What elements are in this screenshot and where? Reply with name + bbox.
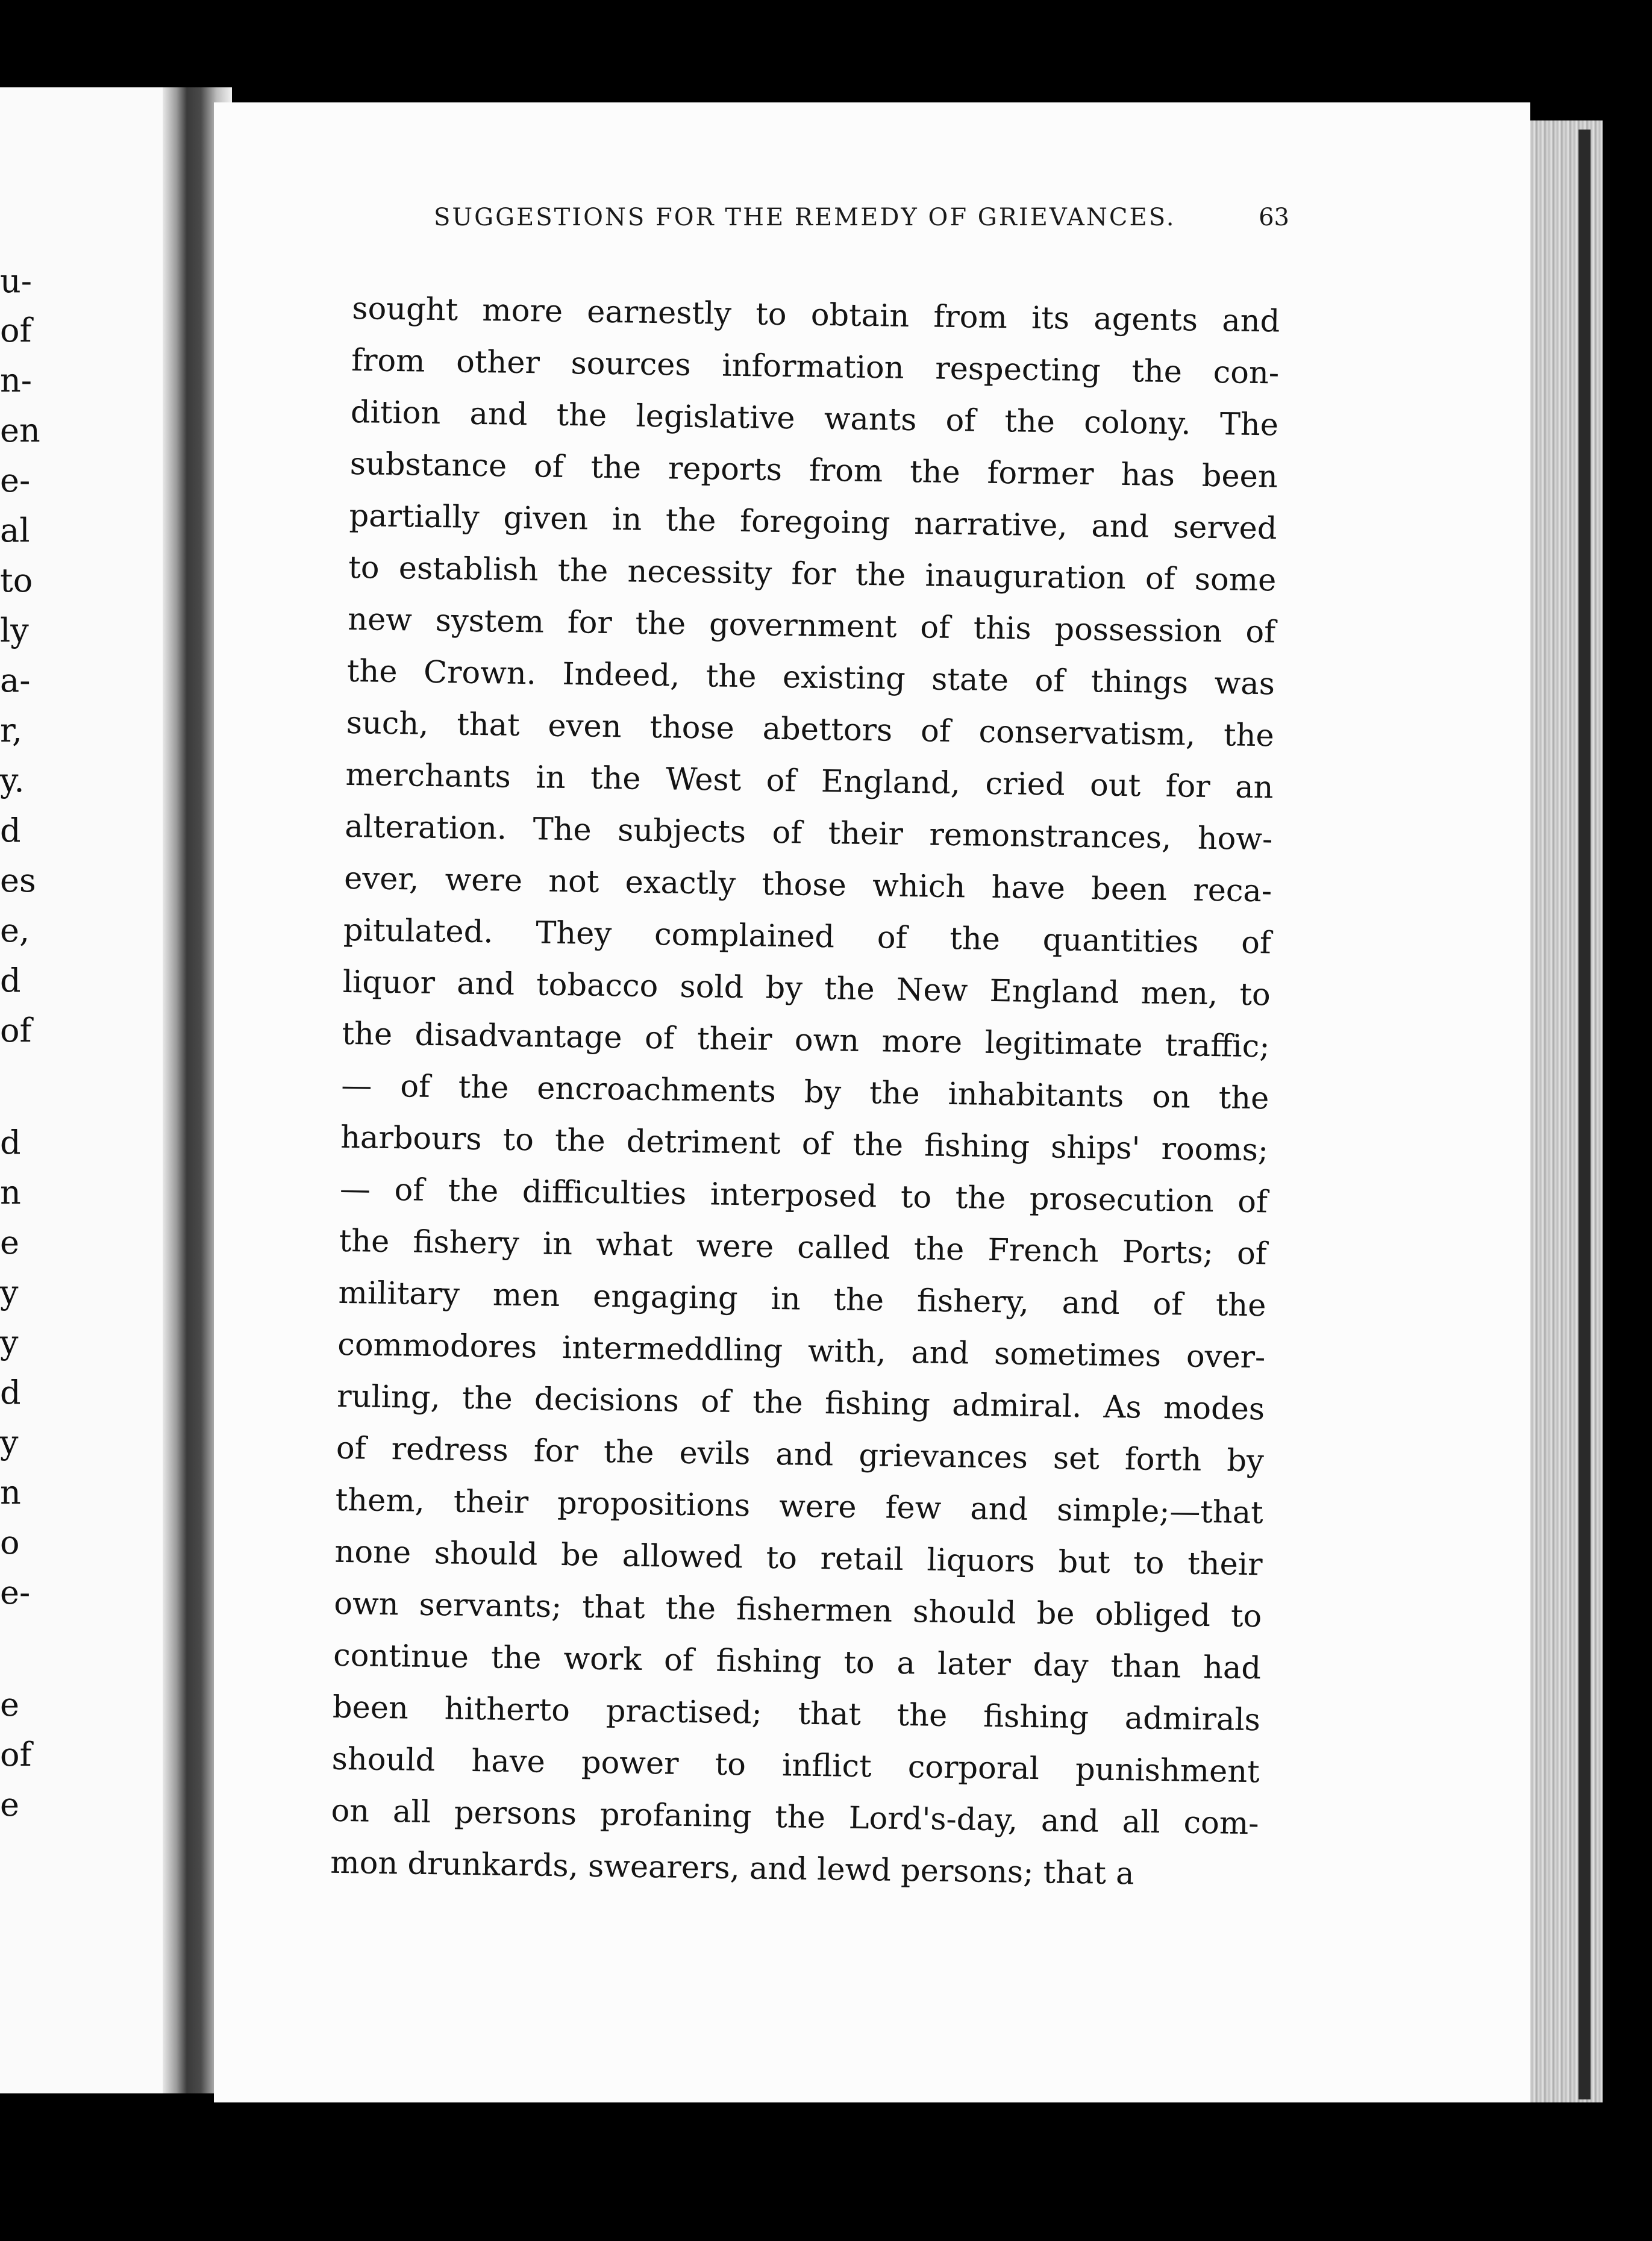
left-page-fragment: e- bbox=[0, 461, 31, 499]
left-page-fragment: to bbox=[0, 561, 33, 599]
text-line: ever, were not exactly those which have been reca- bbox=[343, 860, 1272, 910]
page-edge-shadow bbox=[1578, 130, 1591, 2099]
text-line: of redress for the evils and grievances set forth by bbox=[336, 1430, 1265, 1480]
text-line: to establish the necessity for the inauguration of some bbox=[348, 549, 1277, 599]
text-line: none should be allowed to retail liquors but to their bbox=[334, 1534, 1263, 1583]
text-line: on all persons profaning the Lord's-day, and all com- bbox=[331, 1793, 1259, 1842]
left-page-fragment: of bbox=[0, 1011, 32, 1049]
left-page-fragment: n bbox=[0, 1474, 21, 1511]
left-page-fragment: y bbox=[0, 1324, 19, 1361]
text-line: from other sources information respecting the con- bbox=[351, 342, 1280, 392]
text-line: the fishery in what were called the French Ports; of bbox=[339, 1223, 1268, 1272]
left-page-fragment: en bbox=[0, 411, 40, 449]
left-page-fragment: a- bbox=[0, 661, 31, 699]
text-line: should have power to inflict corporal punishment bbox=[331, 1741, 1260, 1790]
text-line: — of the encroachments by the inhabitants on the bbox=[340, 1067, 1269, 1117]
body-text bbox=[330, 283, 1280, 1902]
text-line: liquor and tobacco sold by the New England men, to bbox=[342, 964, 1271, 1013]
text-line: such, that even those abettors of conservatism, the bbox=[346, 705, 1275, 754]
text-line: mon drunkards, swearers, and lewd persons; that a bbox=[330, 1845, 1134, 1892]
text-line: commodores intermeddling with, and sometimes over- bbox=[337, 1327, 1266, 1376]
left-page-fragment: ly bbox=[0, 611, 29, 649]
left-page-fragment: y. bbox=[0, 761, 25, 799]
left-page-fragment: e, bbox=[0, 911, 30, 949]
left-page-fragment: y bbox=[0, 1274, 19, 1311]
left-page-fragment: d bbox=[0, 811, 21, 849]
left-page-fragment: al bbox=[0, 511, 30, 549]
left-page-fragment: d bbox=[0, 961, 21, 999]
text-line: the disadvantage of their own more legitimate traffic; bbox=[342, 1016, 1270, 1065]
text-line: partially given in the foregoing narrative, and served bbox=[349, 498, 1277, 547]
left-page-fragment: of bbox=[0, 1736, 32, 1774]
text-line: new system for the government of this possession of bbox=[347, 601, 1276, 651]
left-page-fragment: d bbox=[0, 1124, 21, 1161]
left-page-fragment: e- bbox=[0, 1574, 31, 1611]
left-page-fragment: n- bbox=[0, 361, 33, 399]
text-line: harbours to the detriment of the fishing ships' rooms; bbox=[340, 1119, 1269, 1169]
text-line: the Crown. Indeed, the existing state of things was bbox=[346, 653, 1275, 702]
text-line: been hitherto practised; that the fishing admirals bbox=[332, 1689, 1261, 1739]
left-page-fragment: of bbox=[0, 311, 32, 349]
text-line: continue the work of fishing to a later day than had bbox=[333, 1637, 1262, 1687]
text-line: merchants in the West of England, cried out for an bbox=[345, 757, 1274, 806]
text-line: ruling, the decisions of the fishing admiral. As modes bbox=[336, 1378, 1265, 1428]
text-line: military men engaging in the fishery, and of the bbox=[338, 1275, 1266, 1324]
text-line: — of the difficulties interposed to the prosecution of bbox=[339, 1171, 1268, 1221]
left-page-fragment: es bbox=[0, 861, 36, 899]
left-page-fragment: n bbox=[0, 1174, 21, 1211]
left-page-fragment: y bbox=[0, 1424, 19, 1461]
page-edges bbox=[1530, 120, 1603, 2102]
left-page-fragment: e bbox=[0, 1686, 19, 1724]
page-number: 63 bbox=[1259, 204, 1289, 231]
left-page-fragment: u- bbox=[0, 262, 33, 300]
page-header bbox=[434, 204, 1289, 240]
text-line: alteration. The subjects of their remonstrances, how- bbox=[344, 808, 1273, 858]
text-line: sought more earnestly to obtain from its agents and bbox=[351, 290, 1280, 340]
text-line: substance of the reports from the former has been bbox=[349, 446, 1278, 495]
left-page-fragment: r, bbox=[0, 711, 23, 749]
left-page-fragment: d bbox=[0, 1374, 21, 1411]
text-line: dition and the legislative wants of the colony. The bbox=[350, 394, 1279, 443]
running-head: SUGGESTIONS FOR THE REMEDY OF GRIEVANCES. bbox=[434, 204, 1176, 231]
left-page-fragment: o bbox=[0, 1524, 20, 1561]
text-line: pitulated. They complained of the quantities of bbox=[343, 912, 1272, 961]
left-page-fragment: e bbox=[0, 1786, 19, 1824]
text-line: them, their propositions were few and simple;—that bbox=[335, 1482, 1264, 1531]
left-page-fragment: e bbox=[0, 1224, 19, 1261]
text-line: own servants; that the fishermen should be obliged to bbox=[333, 1586, 1262, 1635]
